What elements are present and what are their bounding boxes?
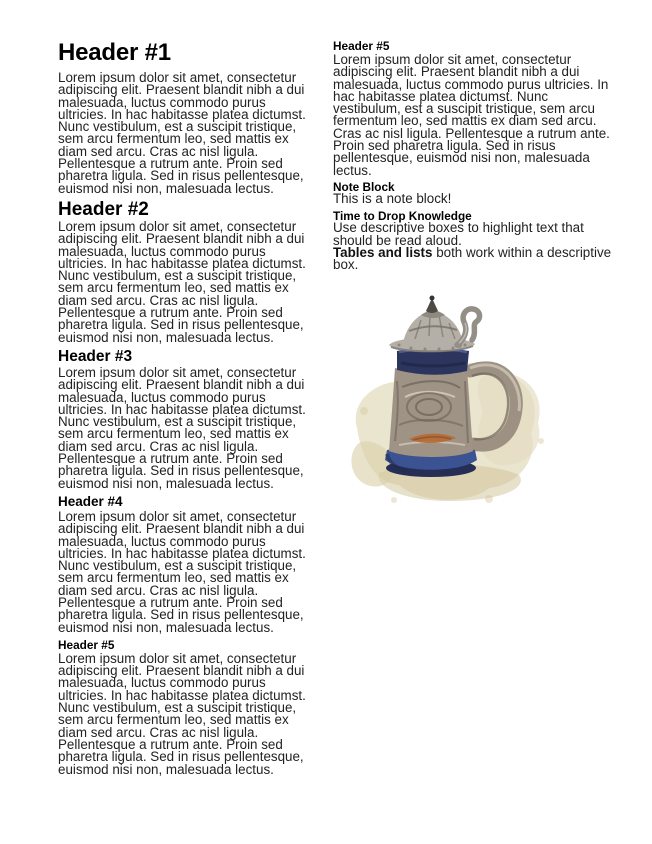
section-heading-h5: Header #5 <box>333 39 390 53</box>
section-paragraph: Lorem ipsum dolor sit amet, consectetur adipiscing elit. Praesent blandit nibh a dui malesuada, luctus commodo purus ultricies. In hac habitasse platea dictumst. Nunc vestibulum, est a suscipit tristique, sem arcu fermentum leo, sed mattis ex diam sed arcu. Cras ac nisl ligula. Pellentesque a rutrum ante. Proin sed pharetra ligula. Sed in risus pellentesque, euismod nisi non, malesuada lectus. <box>58 508 306 635</box>
section-header-4 <box>58 495 316 634</box>
section-header-3 <box>58 349 316 490</box>
note-block-title: Note Block <box>333 179 395 194</box>
section-heading-h5: Header #5 <box>58 637 115 652</box>
section-header-2 <box>58 200 316 344</box>
section-header-5 <box>58 639 316 776</box>
tables-lists-line <box>333 244 612 273</box>
section-heading-h4: Header #4 <box>58 493 123 509</box>
left-column <box>58 40 316 776</box>
section-heading-h2: Header #2 <box>58 198 149 220</box>
right-column <box>333 40 612 776</box>
section-paragraph: Lorem ipsum dolor sit amet, consectetur adipiscing elit. Praesent blandit nibh a dui malesuada, luctus commodo purus ultricies. In hac habitasse platea dictumst. Nunc vestibulum, est a suscipit tristique, sem arcu fermentum leo, sed mattis ex diam sed arcu. Cras ac nisl ligula. Pellentesque a rutrum ante. Proin sed pharetra ligula. Sed in risus pellentesque, euismod nisi non, malesuada lectus. <box>58 650 306 777</box>
beer-stein-illustration <box>339 293 619 523</box>
section-heading-h1: Header #1 <box>58 39 171 66</box>
section-paragraph: Lorem ipsum dolor sit amet, consectetur adipiscing elit. Praesent blandit nibh a dui malesuada, luctus commodo purus ultricies. In hac habitasse platea dictumst. Nunc vestibulum, est a suscipit tristique, sem arcu fermentum leo, sed mattis ex diam sed arcu. Cras ac nisl ligula. Pellentesque a rutrum ante. Proin sed pharetra ligula. Sed in risus pellentesque, euismod nisi non, malesuada lectus. <box>58 70 306 196</box>
section-paragraph: Lorem ipsum dolor sit amet, consectetur adipiscing elit. Praesent blandit nibh a dui malesuada, luctus commodo purus ultricies. In hac habitasse platea dictumst. Nunc vestibulum, est a suscipit tristique, sem arcu fermentum leo, sed mattis ex diam sed arcu. Cras ac nisl ligula. Pellentesque a rutrum ante. Proin sed pharetra ligula. Sed in risus pellentesque, euismod nisi non, malesuada lectus. <box>58 364 306 491</box>
section-header-5-right <box>333 40 612 177</box>
note-block-text: This is a note block! <box>333 191 452 207</box>
stein-body <box>389 368 473 457</box>
knowledge-title: Time to Drop Knowledge <box>333 208 472 223</box>
section-paragraph: Lorem ipsum dolor sit amet, consectetur adipiscing elit. Praesent blandit nibh a dui malesuada, luctus commodo purus ultricies. In hac habitasse platea dictumst. Nunc vestibulum, est a suscipit tristique, sem arcu fermentum leo, sed mattis ex diam sed arcu. Cras ac nisl ligula. Pellentesque a rutrum ante. Proin sed pharetra ligula. Sed in risus pellentesque, euismod nisi non, malesuada lectus. <box>333 52 610 178</box>
knowledge-text: Use descriptive boxes to highlight text that should be read aloud. <box>333 220 584 248</box>
section-paragraph: Lorem ipsum dolor sit amet, consectetur adipiscing elit. Praesent blandit nibh a dui malesuada, luctus commodo purus ultricies. In hac habitasse platea dictumst. Nunc vestibulum, est a suscipit tristique, sem arcu fermentum leo, sed mattis ex diam sed arcu. Cras ac nisl ligula. Pellentesque a rutrum ante. Proin sed pharetra ligula. Sed in risus pellentesque, euismod nisi non, malesuada lectus. <box>58 218 306 345</box>
section-header-1 <box>58 40 316 195</box>
section-heading-h3: Header #3 <box>58 347 133 365</box>
tables-lists-bold: Tables and lists <box>333 244 433 260</box>
tables-lists-rest: both work within a descriptive box. <box>333 244 612 273</box>
